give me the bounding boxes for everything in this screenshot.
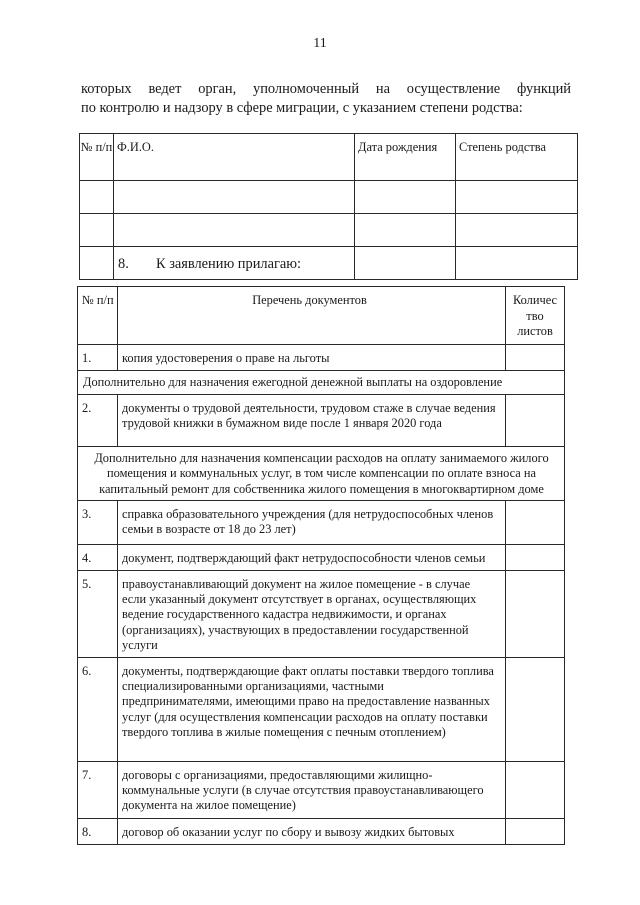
- row-text: правоустанавливающий документ на жилое помещение - в случае если указанный документ отсутствует в органах, осуществляющих ведение государственного кадастра недвижимости, и органах (организациях), участвующих в предоставлении государственной услуги: [118, 571, 506, 658]
- family-header-birthdate: Дата рождения: [355, 134, 456, 181]
- row-text: договоры с организациями, предоставляющими жилищно-коммунальные услуги (в случае отсутствия правоустанавливающего документа на жилое помещение): [118, 762, 506, 819]
- family-cell[interactable]: [456, 247, 578, 280]
- sheet-count-cell[interactable]: [506, 395, 565, 447]
- row-number: 1.: [78, 345, 118, 371]
- row-number: 5.: [78, 571, 118, 658]
- row-text: документ, подтверждающий факт нетрудоспособности членов семьи: [118, 544, 506, 570]
- docs-row: [78, 658, 565, 762]
- section-number: 8.: [118, 256, 129, 272]
- sheet-count-cell[interactable]: [506, 571, 565, 658]
- docs-row: [78, 544, 565, 570]
- family-header-name: Ф.И.О.: [114, 134, 355, 181]
- docs-subheading-row: [78, 447, 565, 501]
- family-empty-row: [80, 181, 578, 214]
- family-cell[interactable]: [80, 214, 114, 247]
- row-number: 2.: [78, 395, 118, 447]
- docs-row: [78, 571, 565, 658]
- docs-header-count: Количес тво листов: [506, 287, 565, 345]
- family-cell[interactable]: [456, 214, 578, 247]
- docs-header-list: Перечень документов: [118, 287, 506, 345]
- row-number: 3.: [78, 500, 118, 544]
- row-text: копия удостоверения о праве на льготы: [118, 345, 506, 371]
- sheet-count-cell[interactable]: [506, 762, 565, 819]
- family-cell[interactable]: [355, 214, 456, 247]
- family-cell[interactable]: [355, 247, 456, 280]
- intro-line-2: по контролю и надзору в сфере миграции, с указанием степени родства:: [81, 100, 523, 116]
- page-number: 11: [313, 36, 327, 51]
- docs-row: [78, 818, 565, 844]
- row-number: 7.: [78, 762, 118, 819]
- docs-header-row: [78, 287, 565, 345]
- docs-header-number: № п/п: [78, 287, 118, 345]
- docs-row: [78, 395, 565, 447]
- family-cell[interactable]: [456, 181, 578, 214]
- family-empty-row: [80, 214, 578, 247]
- sheet-count-cell[interactable]: [506, 658, 565, 762]
- intro-paragraph: [81, 80, 571, 118]
- family-cell[interactable]: [114, 181, 355, 214]
- family-cell[interactable]: [80, 181, 114, 214]
- subheading-text: Дополнительно для назначения ежегодной денежной выплаты на оздоровление: [78, 371, 565, 395]
- row-number: 4.: [78, 544, 118, 570]
- row-number: 6.: [78, 658, 118, 762]
- documents-table: [77, 286, 565, 845]
- section-title: К заявлению прилагаю:: [156, 256, 302, 272]
- family-cell[interactable]: [80, 247, 114, 280]
- sheet-count-cell[interactable]: [506, 544, 565, 570]
- docs-row: [78, 345, 565, 371]
- subheading-text: Дополнительно для назначения компенсации расходов на оплату занимаемого жилого помещения и коммунальных услуг, в том числе компенсации по оплате взноса на капитальный ремонт для собственника жилого помещения в многоквартирном доме: [78, 447, 565, 501]
- sheet-count-cell[interactable]: [506, 818, 565, 844]
- docs-subheading-row: [78, 371, 565, 395]
- row-text: документы, подтверждающие факт оплаты поставки твердого топлива специализированными организациями, частными предпринимателями, имеющими право на предоставление названных услуг (для осуществления компенсации расходов на оплату поставки твердого топлива в жилые помещения с печным отоплением): [118, 658, 506, 762]
- family-cell[interactable]: [114, 214, 355, 247]
- family-header-relation: Степень родства: [456, 134, 578, 181]
- sheet-count-cell[interactable]: [506, 500, 565, 544]
- family-table-header-row: [80, 134, 578, 181]
- row-text: договор об оказании услуг по сбору и вывозу жидких бытовых: [118, 818, 506, 844]
- docs-row: [78, 500, 565, 544]
- sheet-count-cell[interactable]: [506, 345, 565, 371]
- row-text: справка образовательного учреждения (для нетрудоспособных членов семьи в возрасте от 18 до 23 лет): [118, 500, 506, 544]
- docs-row: [78, 762, 565, 819]
- row-number: 8.: [78, 818, 118, 844]
- section-heading: [118, 256, 301, 273]
- intro-line-1: которых ведет орган, уполномоченный на осуществление функций: [81, 81, 571, 97]
- row-text: документы о трудовой деятельности, трудовом стаже в случае ведения трудовой книжки в бумажном виде после 1 января 2020 года: [118, 395, 506, 447]
- family-cell[interactable]: [355, 181, 456, 214]
- family-header-number: № п/п: [80, 134, 114, 181]
